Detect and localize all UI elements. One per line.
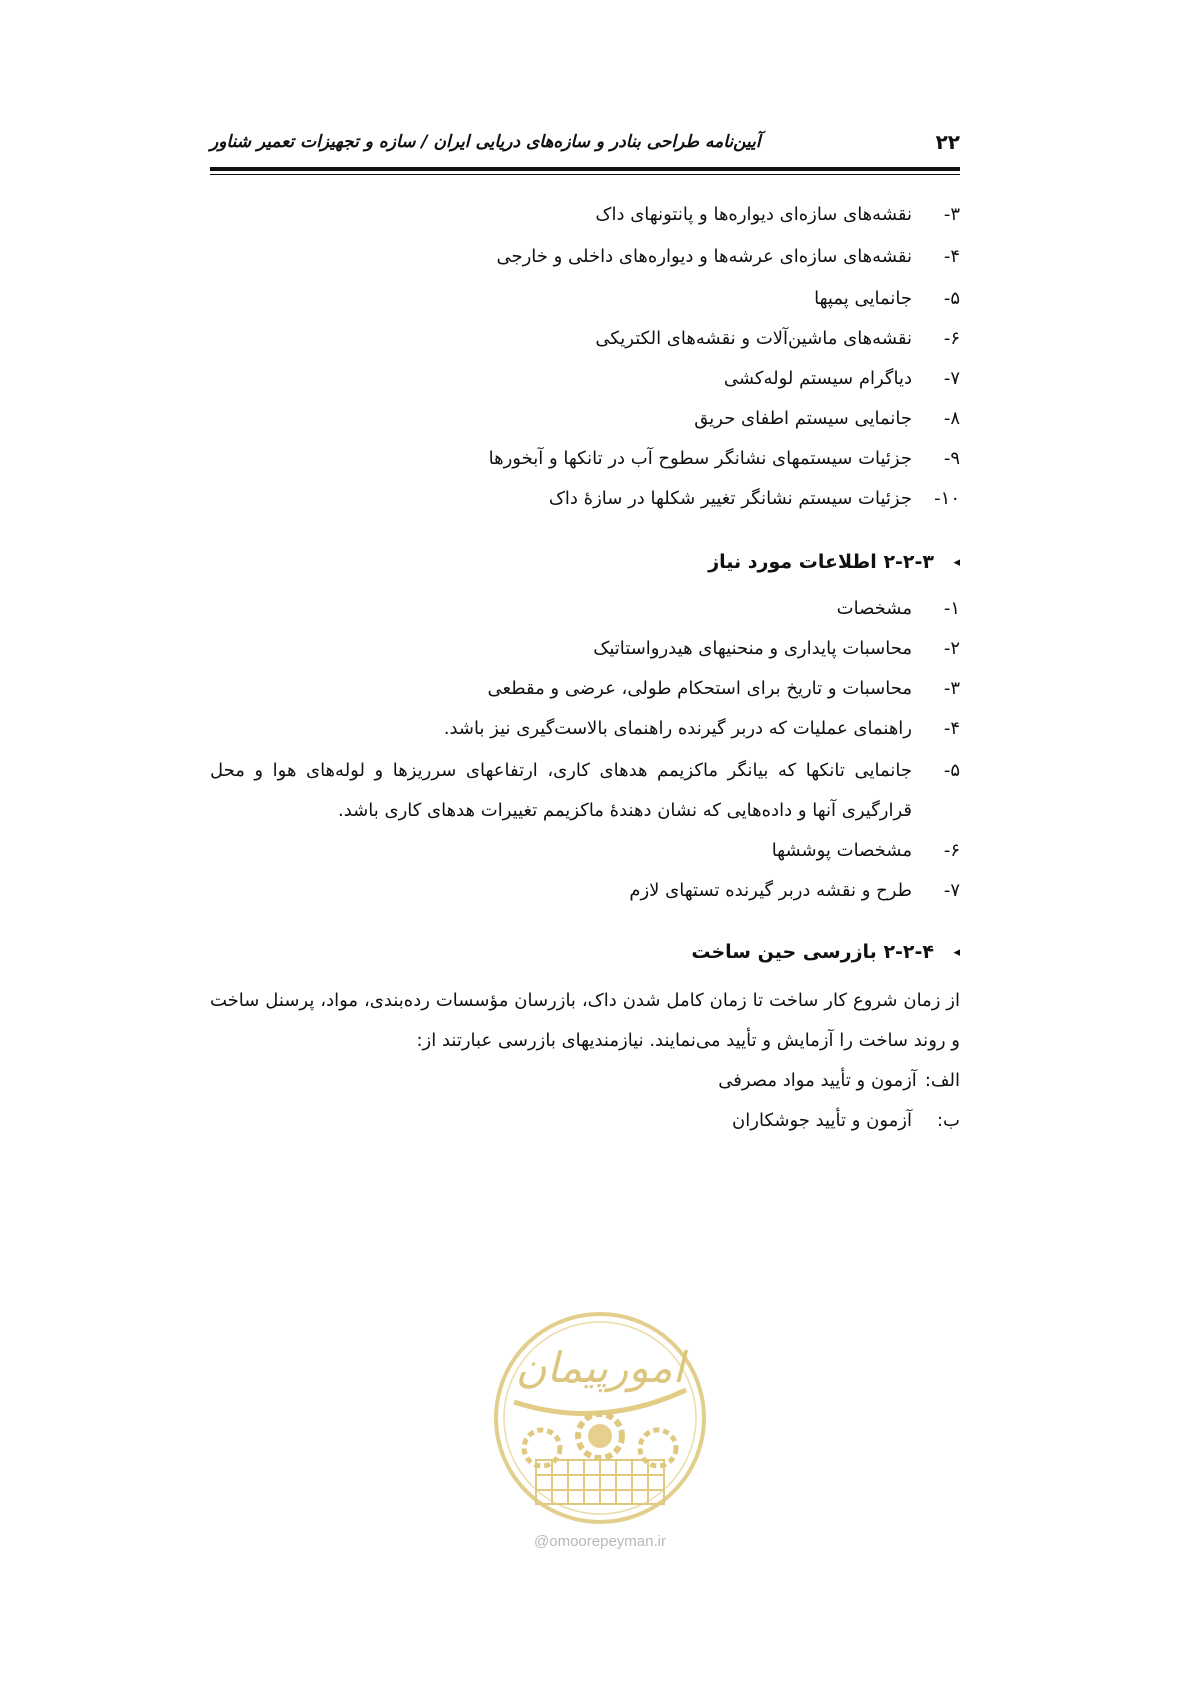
header-rule-thick — [210, 167, 960, 171]
list-item: ۴-نقشه‌های سازه‌ای عرشه‌ها و دیواره‌های داخلی و خارجی — [496, 246, 960, 267]
page-number: ۲۲ — [935, 130, 960, 154]
list-item: ۳-محاسبات و تاریخ برای استحکام طولی، عرضی و مقطعی — [487, 678, 960, 699]
list-item-continuation: قرارگیری آنها و داده‌هایی که نشان دهندهٔ ماکزیمم تغییرات هدهای کاری باشد. — [338, 800, 912, 821]
list-item: ب:آزمون و تأیید جوشکاران — [732, 1110, 960, 1131]
list-item: ۵- جانمایی تانکها که بیانگر ماکزیمم هدهای کاری، ارتفاعهای سرریزها و لوله‌های هوا و محل — [210, 760, 960, 781]
gear-icon — [524, 1414, 676, 1466]
list-item: ۷-دیاگرام سیستم لوله‌کشی — [723, 368, 960, 389]
watermark-logo — [492, 1310, 708, 1526]
list-item: ۳-نقشه‌های سازه‌ای دیواره‌ها و پانتونهای داک — [595, 204, 960, 225]
bullet-arrow-icon: ◂ — [953, 554, 960, 570]
list-item: ۴-راهنمای عملیات که دربر گیرنده راهنمای بالاست‌گیری نیز باشد. — [443, 718, 960, 739]
paragraph-line: از زمان شروع کار ساخت تا زمان کامل شدن داک، بازرسان مؤسسات رده‌بندی، مواد، پرسنل ساخت — [210, 990, 960, 1011]
list-item: ۲-محاسبات پایداری و منحنیهای هیدرواستاتیک — [593, 638, 960, 659]
page-header — [210, 130, 960, 160]
list-item: ۸-جانمایی سیستم اطفای حریق — [694, 408, 960, 429]
list-item: ۶-مشخصات پوششها — [771, 840, 960, 861]
list-item: الف:آزمون و تأیید مواد مصرفی — [718, 1070, 960, 1091]
list-item: ۱-مشخصات — [836, 598, 960, 619]
paragraph-line: و روند ساخت را آزمایش و تأیید می‌نمایند. نیازمندیهای بازرسی عبارتند از: — [416, 1030, 960, 1051]
section-heading: ◂۲-۲-۳ اطلاعات مورد نیاز — [708, 548, 960, 577]
header-rule-thin — [210, 174, 960, 175]
list-item: ۶-نقشه‌های ماشین‌آلات و نقشه‌های الکتریکی — [595, 328, 960, 349]
section-heading: ◂۲-۲-۴ بازرسی حین ساخت — [691, 938, 960, 967]
running-title: آیین‌نامه طراحی بنادر و سازه‌های دریایی ایران / سازه و تجهیزات تعمیر شناور — [210, 132, 761, 152]
list-item: ۵-جانمایی پمپها — [814, 288, 960, 309]
list-item: ۹-جزئیات سیستمهای نشانگر سطوح آب در تانکها و آبخورها — [488, 448, 960, 469]
bullet-arrow-icon: ◂ — [953, 944, 960, 960]
watermark-site: @omoorepeyman.ir — [534, 1533, 666, 1550]
list-item: ۷-طرح و نقشه دربر گیرنده تستهای لازم — [629, 880, 960, 901]
list-item: ۱۰-جزئیات سیستم نشانگر تغییر شکلها در سازهٔ داک — [548, 488, 960, 509]
watermark-logo-text: امورپیمان — [515, 1343, 685, 1392]
